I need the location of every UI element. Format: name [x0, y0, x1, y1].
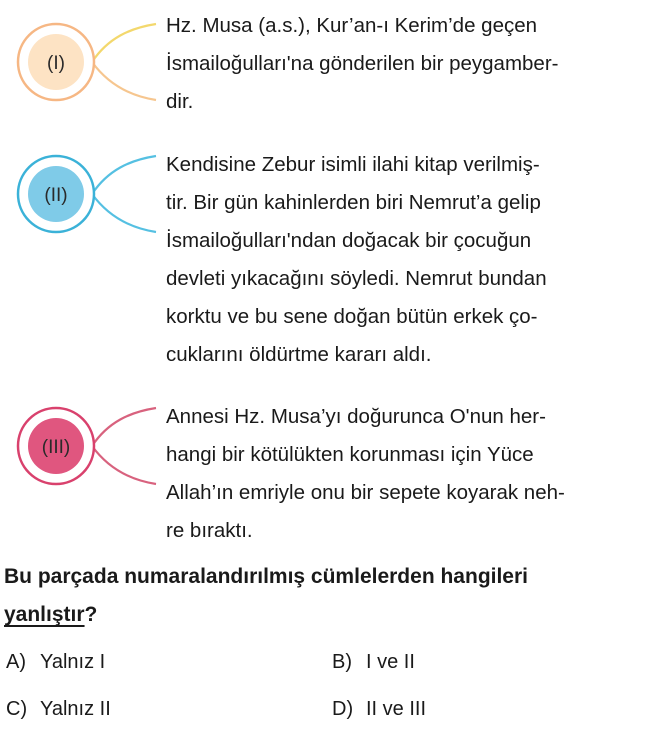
- statement-1-line: İsmailoğulları'na gönderilen bir peygamber-: [166, 52, 559, 75]
- statement-text-3: [166, 398, 632, 550]
- statement-2-line: cuklarını öldürtme kararı aldı.: [166, 343, 432, 366]
- question-second-line: [4, 596, 644, 634]
- option-letter: B): [332, 651, 352, 673]
- option-letter: C): [6, 698, 28, 720]
- option-text: Yalnız II: [40, 698, 111, 720]
- statement-2-line: İsmailoğulları'ndan doğacak bir çocuğun: [166, 229, 532, 252]
- option-letter: A): [6, 651, 26, 673]
- numbered-badge-1-icon: [8, 8, 158, 108]
- statement-1-line: Hz. Musa (a.s.), Kur’an-ı Kerim’de geçen: [166, 14, 538, 37]
- option-text: II ve III: [366, 698, 427, 720]
- statement-text-1: [166, 7, 632, 121]
- statement-2-line: Kendisine Zebur isimli ilahi kitap verilmiş-: [166, 153, 540, 176]
- answer-option-d[interactable]: [332, 695, 426, 723]
- statement-2-line: korktu ve bu sene doğan bütün erkek ço-: [166, 305, 538, 328]
- option-letter: D): [332, 698, 354, 720]
- question-mark: ?: [84, 603, 98, 626]
- numbered-badge-2-icon: [8, 140, 158, 240]
- statement-2-line: tir. Bir gün kahinlerden biri Nemrut’a gelip: [166, 191, 541, 214]
- statement-1-line: dir.: [166, 90, 194, 113]
- question-stem: [4, 558, 644, 634]
- answer-option-a[interactable]: [6, 648, 105, 676]
- option-text: I ve II: [366, 651, 415, 673]
- statement-2-line: devleti yıkacağını söyledi. Nemrut bundan: [166, 267, 547, 290]
- question-text: Bu parçada numaralandırılmış cümlelerden hangileri: [4, 565, 528, 588]
- option-text: Yalnız I: [40, 651, 106, 673]
- numbered-badge-3-icon: [8, 392, 158, 492]
- statement-3-line: Annesi Hz. Musa’yı doğurunca O'nun her-: [166, 405, 546, 428]
- answer-option-b[interactable]: [332, 648, 415, 676]
- statement-text-2: [166, 146, 632, 374]
- statement-3-line: Allah’ın emriyle onu bir sepete koyarak neh-: [166, 481, 565, 504]
- answer-option-c[interactable]: [6, 695, 111, 723]
- badge-label-2: (II): [44, 185, 68, 206]
- badge-label-3: (III): [41, 437, 71, 458]
- statement-3-line: hangi bir kötülükten korunması için Yüce: [166, 443, 534, 466]
- question-underlined-word: yanlıştır: [4, 603, 85, 626]
- badge-label-1: (I): [47, 53, 65, 74]
- statement-3-line: re bıraktı.: [166, 519, 253, 542]
